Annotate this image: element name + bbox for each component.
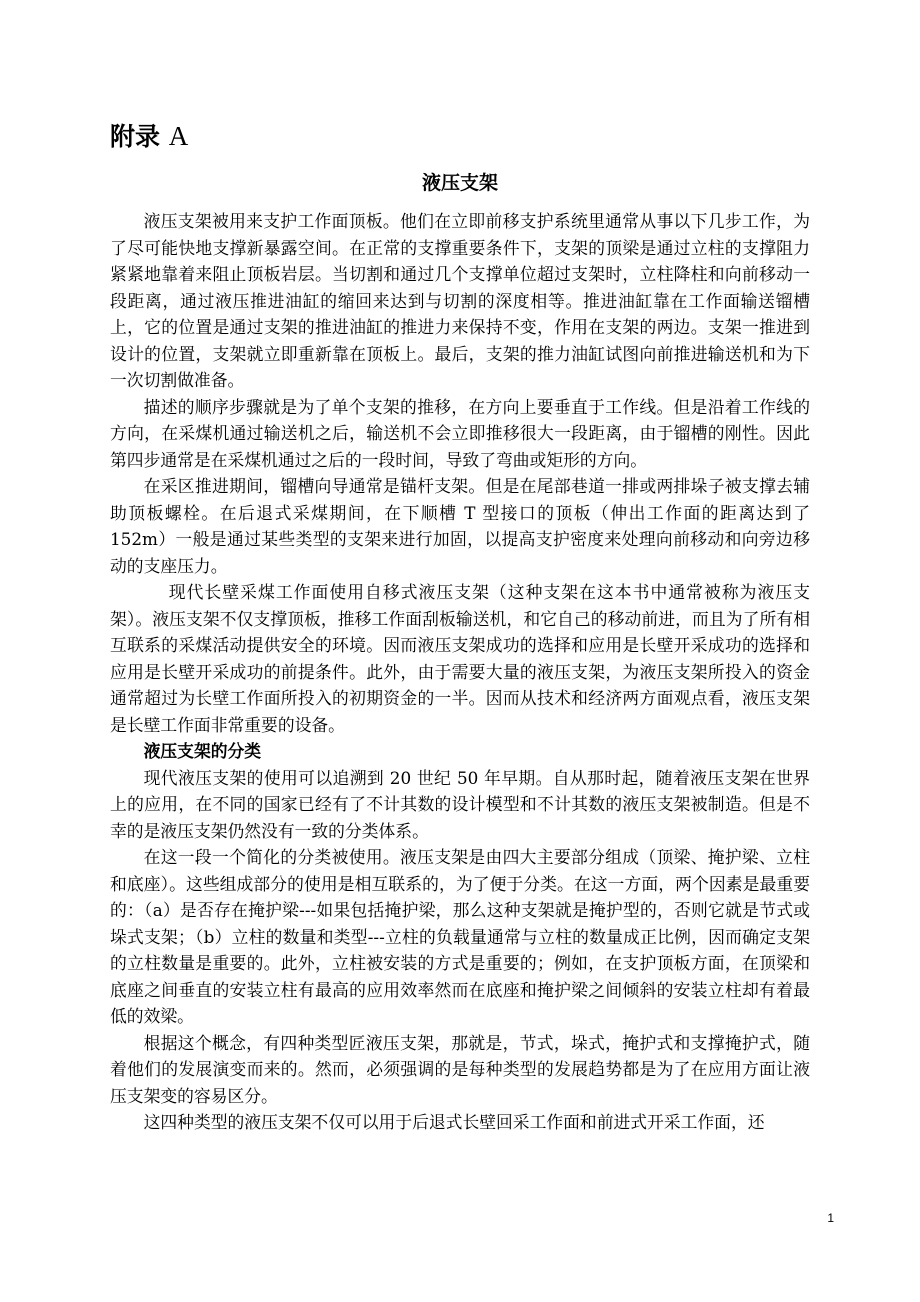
paragraph: 描述的顺序步骤就是为了单个支架的推移，在方向上要垂直于工作线。但是沿着工作线的方向，在采煤机通过输送机之后，输送机不会立即推移很大一段距离，由于镏槽的刚性。因此第四步通常是在采煤机通过之后的一段时间，导致了弯曲或矩形的方向。 xyxy=(110,396,810,470)
page-number: 1 xyxy=(827,1211,834,1225)
paragraph: 现代液压支架的使用可以追溯到 20 世纪 50 年早期。自从那时起，随着液压支架在世界上的应用，在不同的国家已经有了不计其数的设计模型和不计其数的液压支架被制造。但是不幸的是液压支架仍然没有一致的分类体系。 xyxy=(110,767,810,841)
section-heading: 液压支架的分类 xyxy=(143,741,262,761)
paragraph: 这四种类型的液压支架不仅可以用于后退式长壁回采工作面和前进式开采工作面，还 xyxy=(143,1112,765,1132)
paragraph: 在采区推进期间，镏槽向导通常是锚杆支架。但是在尾部巷道一排或两排垛子被支撑去辅助顶板螺栓。在后退式采煤期间，在下顺槽 T 型接口的顶板（伸出工作面的距离达到了 152m）一般是通过某些类型的支架来进行加固，以提高支护密度来处理向前移动和向旁边移动的支座压力。 xyxy=(110,476,810,576)
appendix-letter: A xyxy=(168,121,189,151)
appendix-heading xyxy=(110,116,188,157)
document-body xyxy=(110,208,810,1136)
paragraph: 根据这个概念，有四种类型匠液压支架，那就是，节式，垛式，掩护式和支撑掩护式，随着他们的发展演变而来的。然而，必须强调的是每种类型的发展趋势都是为了在应用方面让液压支架变的容易区分。 xyxy=(110,1032,810,1106)
paragraph: 在这一段一个简化的分类被使用。液压支架是由四大主要部分组成（顶梁、掩护梁、立柱和底座）。这些组成部分的使用是相互联系的，为了便于分类。在这一方面，两个因素是最重要的：（a）是否存在掩护梁---如果包括掩护梁，那么这种支架就是掩护型的，否则它就是节式或垛式支架；（b）立柱的数量和类型---立柱的负载量通常与立柱的数量成正比例，因而确定支架的立柱数量是重要的。此外，立柱被安装的方式是重要的；例如，在支护顶板方面，在顶梁和底座之间垂直的安装立柱有最高的应用效率然而在底座和掩护梁之间倾斜的安装立柱却有着最低的效梁。 xyxy=(110,847,810,1026)
paragraph: 液压支架被用来支护工作面顶板。他们在立即前移支护系统里通常从事以下几步工作，为了尽可能快地支撑新暴露空间。在正常的支撑重要条件下，支架的顶梁是通过立柱的支撑阻力紧紧地靠着来阻止顶板岩层。当切割和通过几个支撑单位超过支架时，立柱降柱和向前移动一段距离，通过液压推进油缸的缩回来达到与切割的深度相等。推进油缸靠在工作面输送镏槽上，它的位置是通过支架的推进油缸的推进力来保持不变，作用在支架的两边。支架一推进到设计的位置，支架就立即重新靠在顶板上。最后，支架的推力油缸试图向前推进输送机和为下一次切割做准备。 xyxy=(110,211,810,390)
document-title: 液压支架 xyxy=(421,172,498,194)
paragraph: 现代长壁采煤工作面使用自移式液压支架（这种支架在这本书中通常被称为液压支架）。液压支架不仅支撑顶板，推移工作面刮板输送机，和它自己的移动前进，而且为了所有相互联系的采煤活动提供安全的环境。因而液压支架成功的选择和应用是长壁开采成功的选择和应用是长壁开采成功的前提条件。此外，由于需要大量的液压支架，为液压支架所投入的资金通常超过为长壁工作面所投入的初期资金的一半。因而从技术和经济两方面观点看，液压支架是长壁工作面非常重要的设备。 xyxy=(110,582,810,735)
appendix-label: 附录 xyxy=(110,122,161,151)
